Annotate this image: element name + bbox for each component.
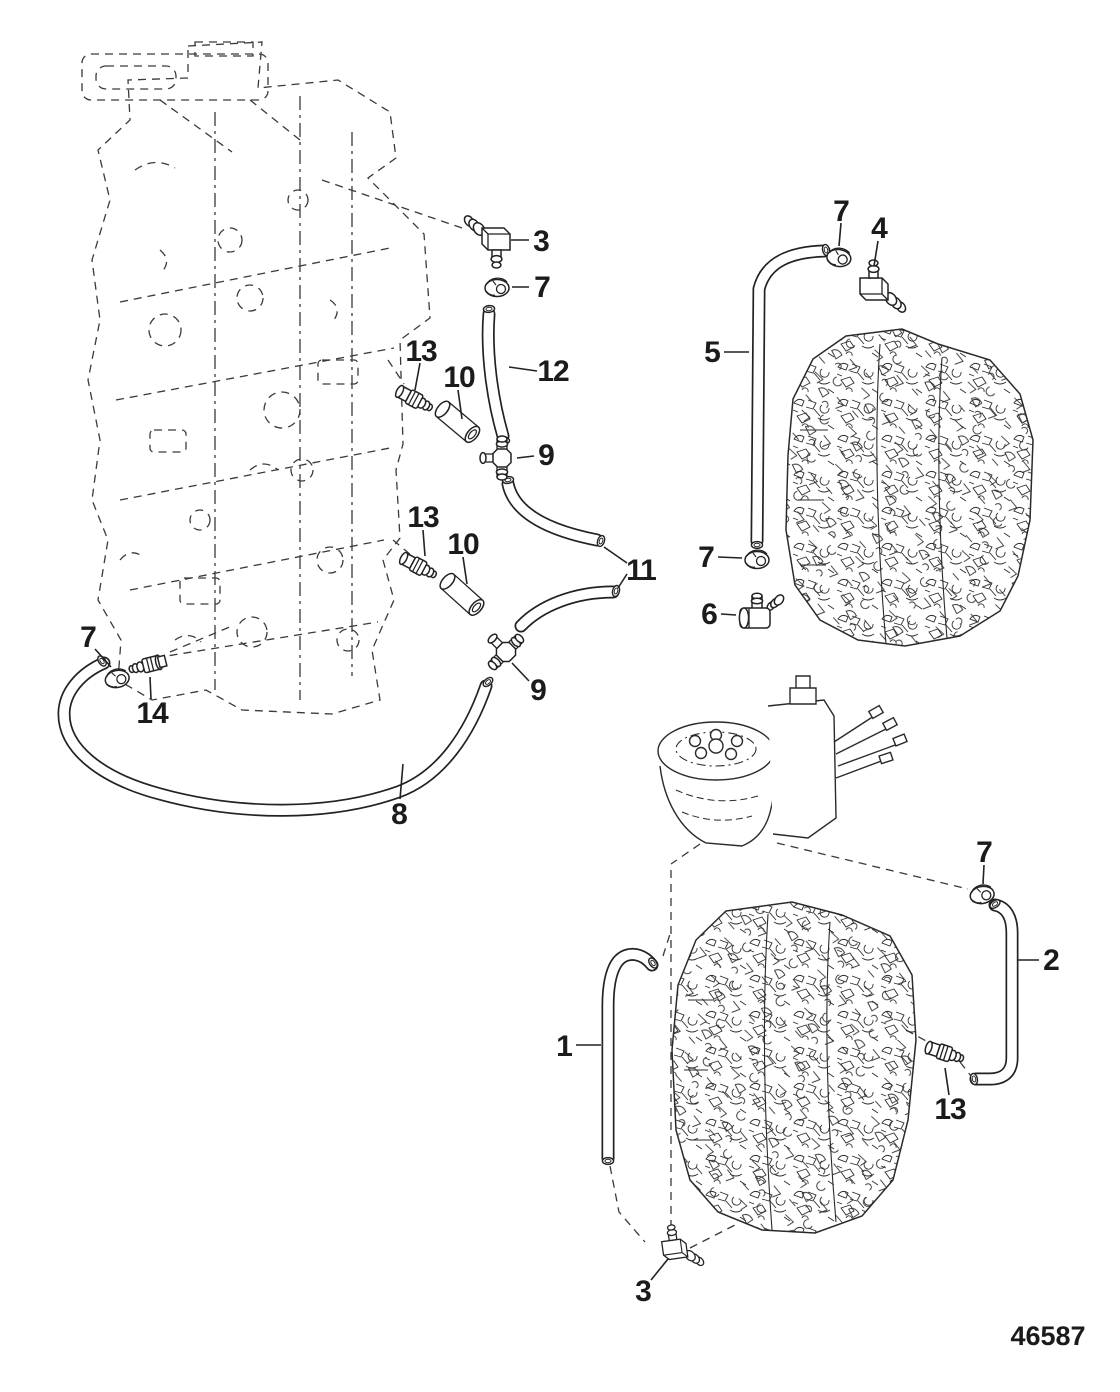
- elbow-fitting-3-top-icon: [463, 214, 510, 268]
- engine-block-lower-right: [672, 902, 916, 1233]
- callout-7-bottom-right: 7: [976, 836, 992, 869]
- callout-2: 2: [1043, 944, 1059, 977]
- elbow-fitting-4-icon: [860, 260, 907, 314]
- sleeve-10-mid-icon: [437, 571, 486, 618]
- clamp-7-mid-right-icon: [745, 550, 769, 568]
- tee-9-upper-icon: [480, 436, 511, 480]
- fitting-14-icon: [128, 653, 168, 676]
- barb-13-mid-icon: [397, 550, 439, 582]
- barb-13-upper-icon: [393, 383, 435, 415]
- callout-7-mid-right: 7: [698, 541, 714, 574]
- vapor-separator-assembly: [658, 676, 907, 846]
- barb-13-bottom-icon: [924, 1040, 966, 1066]
- callout-3-top: 3: [533, 225, 549, 258]
- sleeve-10-upper-icon: [433, 399, 483, 445]
- callout-6: 6: [701, 598, 717, 631]
- elbow-fitting-3-bottom-icon: [660, 1221, 706, 1272]
- hose-11b: [521, 592, 613, 626]
- callout-14: 14: [136, 697, 168, 730]
- callout-13-bottom: 13: [934, 1093, 966, 1126]
- hose-1: [608, 954, 652, 1158]
- callout-12: 12: [537, 355, 569, 388]
- clamp-7-top-icon: [485, 278, 509, 296]
- hose-11a: [508, 484, 597, 540]
- clamp-7-left-icon: [103, 667, 130, 690]
- phantom-engine-outline: [82, 42, 430, 714]
- callout-7-top: 7: [534, 271, 550, 304]
- callout-3-bottom: 3: [635, 1275, 651, 1308]
- callout-9-upper: 9: [538, 439, 554, 472]
- engine-block-upper-right: [786, 329, 1033, 646]
- callout-10-mid: 10: [447, 528, 479, 561]
- drawing-number: 46587: [1010, 1321, 1086, 1351]
- fitting-6-icon: [739, 593, 785, 628]
- callout-13-upper: 13: [405, 335, 437, 368]
- callout-7-top-right: 7: [833, 195, 849, 228]
- callout-9-lower: 9: [530, 674, 546, 707]
- callout-13-mid: 13: [407, 501, 439, 534]
- callout-10-upper: 10: [443, 361, 475, 394]
- callout-1: 1: [556, 1030, 572, 1063]
- callout-5: 5: [704, 336, 720, 369]
- callout-4: 4: [871, 212, 887, 245]
- hose-2: [976, 905, 1012, 1079]
- callout-11: 11: [626, 554, 656, 587]
- callout-8: 8: [391, 798, 407, 831]
- hose-12: [488, 314, 503, 436]
- callout-7-left: 7: [80, 621, 96, 654]
